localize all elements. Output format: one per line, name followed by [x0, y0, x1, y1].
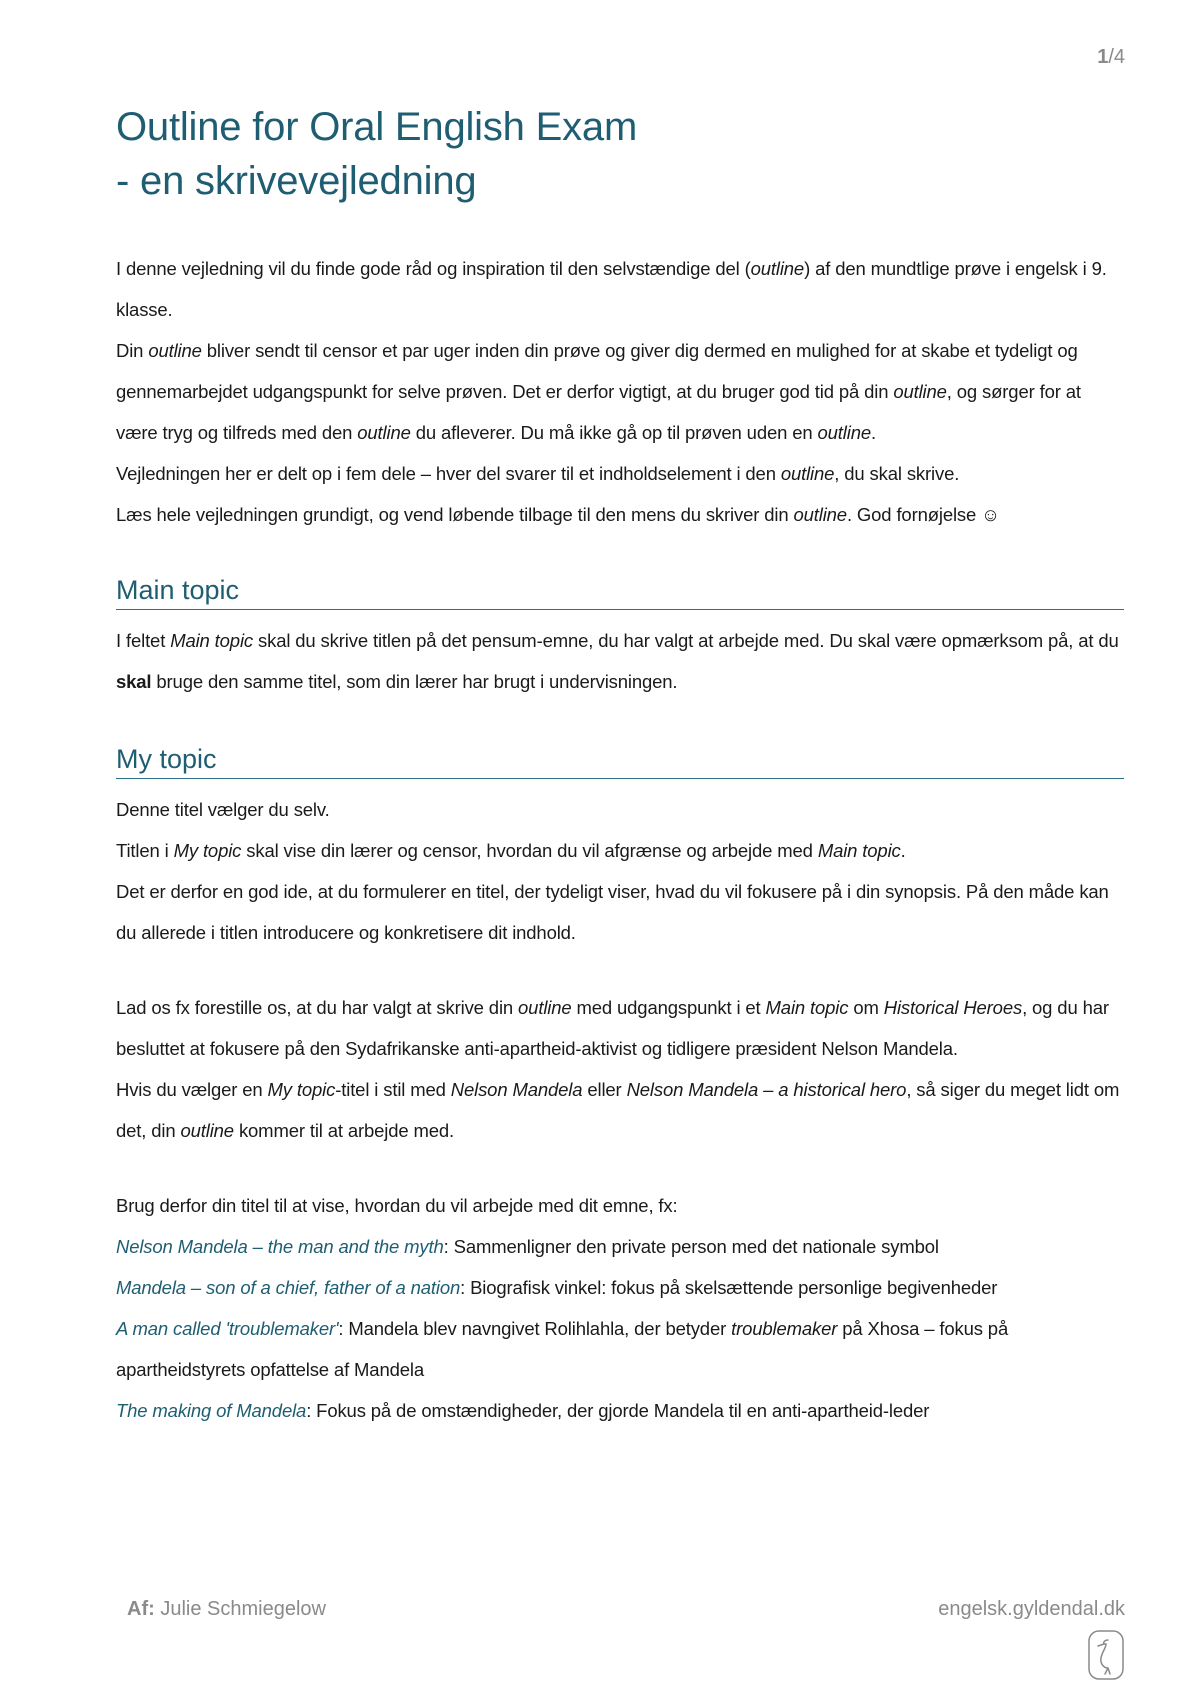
example-title: Nelson Mandela – the man and the myth [116, 1236, 444, 1257]
title-line-2: - en skrivevejledning [116, 159, 477, 203]
intro-paragraph-4: Læs hele vejledningen grundigt, og vend løbende tilbage til den mens du skriver din outline. God fornøjelse ☺ [116, 504, 1000, 525]
intro-paragraph-1: I denne vejledning vil du finde gode råd og inspiration til den selvstændige del (outline) af den mundtlige prøve i engelsk i 9. klasse. [116, 258, 1107, 320]
my-topic-paragraph-1: Denne titel vælger du selv. [116, 799, 330, 820]
my-topic-paragraph-2: Titlen i My topic skal vise din lærer og censor, hvordan du vil afgrænse og arbejde med Main topic. [116, 840, 906, 861]
example-title: A man called 'troublemaker' [116, 1318, 339, 1339]
my-topic-paragraph-4: Lad os fx forestille os, at du har valgt at skrive din outline med udgangspunkt i et Main topic om Historical Heroes, og du har besluttet at fokusere på den Sydafrikanske anti-apartheid-aktivist og tidligere præsident Nelson Mandela. [116, 997, 1109, 1059]
example-title: The making of Mandela [116, 1400, 307, 1421]
author-label: Af: [127, 1598, 155, 1620]
my-topic-paragraph-5: Hvis du vælger en My topic-titel i stil med Nelson Mandela eller Nelson Mandela – a historical hero, så siger du meget lidt om det, din outline kommer til at arbejde med. [116, 1079, 1120, 1141]
my-topic-section [116, 742, 1124, 1431]
gyldendal-crane-logo-icon [1088, 1630, 1124, 1680]
page-current: 1 [1097, 46, 1109, 68]
my-topic-heading: My topic [116, 742, 1124, 779]
intro-paragraph-3: Vejledningen her er delt op i fem dele – hver del svarer til et indholdselement i den outline, du skal skrive. [116, 463, 960, 484]
footer-author [127, 1598, 326, 1621]
intro-section [116, 248, 1124, 535]
document-body [116, 100, 1124, 1471]
page-total: /4 [1108, 46, 1125, 68]
footer-site-link[interactable]: engelsk.gyldendal.dk [938, 1598, 1125, 1620]
document-title [116, 100, 1124, 208]
example-title: Mandela – son of a chief, father of a nation [116, 1277, 461, 1298]
my-topic-paragraph-6: Brug derfor din titel til at vise, hvordan du vil arbejde med dit emne, fx: [116, 1195, 678, 1216]
example-title-item: The making of Mandela: Fokus på de omstændigheder, der gjorde Mandela til en anti-apartheid-leder [116, 1400, 930, 1421]
main-topic-heading: Main topic [116, 573, 1124, 610]
intro-paragraph-2: Din outline bliver sendt til censor et par uger inden din prøve og giver dig dermed en mulighed for at skabe et tydeligt og gennemarbejdet udgangspunkt for selve prøven. Det er derfor vigtigt, at du bruger god tid på din outline, og sørger for at være tryg og tilfreds med den outline du afleverer. Du må ikke gå op til prøven uden en outline. [116, 340, 1081, 443]
page-number [1097, 46, 1125, 69]
example-title-item: A man called 'troublemaker': Mandela blev navngivet Rolihlahla, der betyder troublemaker på Xhosa – fokus på apartheidstyrets opfattelse af Mandela [116, 1318, 1009, 1380]
author-name: Julie Schmiegelow [154, 1598, 326, 1620]
my-topic-paragraph-3: Det er derfor en god ide, at du formulerer en titel, der tydeligt viser, hvad du vil fokusere på i din synopsis. På den måde kan du allerede i titlen introducere og konkretisere dit indhold. [116, 881, 1109, 943]
example-title-item: Nelson Mandela – the man and the myth: Sammenligner den private person med det nationale symbol [116, 1236, 939, 1257]
main-topic-section [116, 573, 1124, 702]
main-topic-paragraph: I feltet Main topic skal du skrive titlen på det pensum-emne, du har valgt at arbejde med. Du skal være opmærksom på, at du skal bruge den samme titel, som din lærer har brugt i undervisningen. [116, 630, 1119, 692]
example-title-item: Mandela – son of a chief, father of a nation: Biografisk vinkel: fokus på skelsættende personlige begivenheder [116, 1277, 998, 1298]
title-line-1: Outline for Oral English Exam [116, 105, 638, 149]
